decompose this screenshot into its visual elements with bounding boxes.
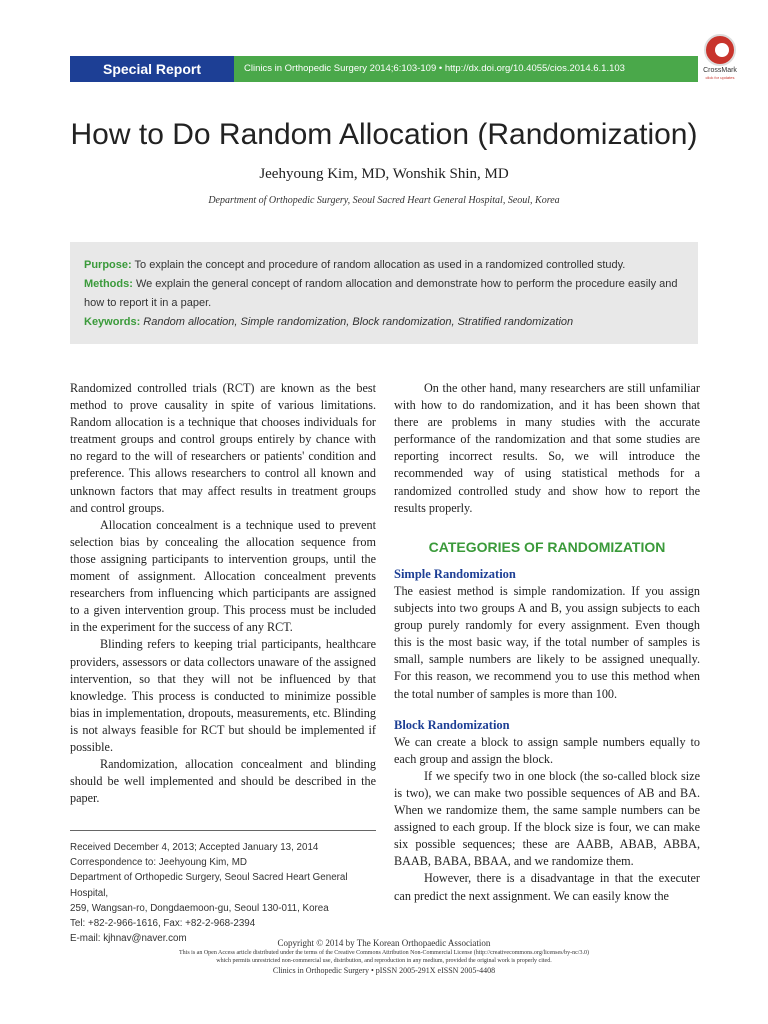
copyright: Copyright © 2014 by The Korean Orthopaedic Association bbox=[277, 938, 491, 948]
purpose-text: To explain the concept and procedure of random allocation as used in a randomized controlled study. bbox=[131, 259, 626, 271]
methods-label: Methods: bbox=[84, 278, 133, 290]
block-randomization-text-3: However, there is a disadvantage in that the executer can predict the next assignment. We can easily know the bbox=[394, 871, 700, 903]
crossmark-icon bbox=[704, 34, 736, 66]
abstract-box bbox=[70, 242, 698, 344]
simple-randomization-heading: Simple Randomization bbox=[394, 566, 516, 581]
crossmark-badge[interactable] bbox=[702, 34, 738, 82]
methods-text: We explain the general concept of random allocation and demonstrate how to perform the procedure easily and how to report it in a paper. bbox=[84, 278, 678, 309]
correspondence-block bbox=[70, 840, 376, 946]
keywords-label: Keywords: bbox=[84, 316, 141, 328]
page-footer bbox=[0, 937, 768, 977]
crossmark-sublabel: click for updates bbox=[705, 75, 735, 80]
intro-paragraph-4: Randomization, allocation concealment and blinding should be well implemented and should be described in the paper. bbox=[70, 757, 376, 806]
block-randomization-text-1: We can create a block to assign sample numbers equally to each group and assign the block. bbox=[394, 734, 700, 766]
correspondence-email[interactable]: E-mail: kjhnav@naver.com bbox=[70, 933, 187, 945]
correspondence-dept: Department of Orthopedic Surgery, Seoul Sacred Heart General Hospital, bbox=[70, 872, 348, 899]
license-line-2: which permits unrestricted non-commercial use, distribution, and reproduction in any medium, provided the original work is properly cited. bbox=[216, 958, 552, 964]
correspondence-address: 259, Wangsan-ro, Dongdaemoon-gu, Seoul 130-011, Korea bbox=[70, 902, 329, 914]
article-authors: Jeehyoung Kim, MD, Wonshik Shin, MD bbox=[259, 166, 509, 182]
block-randomization-heading: Block Randomization bbox=[394, 717, 510, 732]
article-title: How to Do Random Allocation (Randomization) bbox=[70, 118, 698, 151]
simple-randomization-text: The easiest method is simple randomization. If you assign subjects into two groups A and B, you assign subjects to each group purely randomly for every assignment. Even though this is the most basic way, if the total number of samples is small, sample numbers are likely to be assigned unequally. For this reason, we recommend you to use this method when the total number of samples is more than 100. bbox=[394, 583, 700, 701]
intro-paragraph-2: Allocation concealment is a technique used to prevent selection bias by concealing the allocation sequence from those assigning participants to intervention groups, until the moment of assignment. Allocation concealment prevents researchers from influencing which participants are assigned to a given intervention group. This process must be included in the experiment for the success of any RCT. bbox=[70, 517, 376, 635]
article-affiliation: Department of Orthopedic Surgery, Seoul Sacred Heart General Hospital, Seoul, Korea bbox=[208, 195, 560, 206]
keywords-text: Random allocation, Simple randomization, Block randomization, Stratified randomization bbox=[140, 316, 574, 328]
citation-bar[interactable]: Clinics in Orthopedic Surgery 2014;6:103-109 • http://dx.doi.org/10.4055/cios.2014.6.1.103 bbox=[234, 56, 698, 82]
crossmark-label: CrossMark bbox=[703, 67, 737, 74]
license-line-1: This is an Open Access article distributed under the terms of the Creative Commons Attribution Non-Commercial License (http://creativecommons.org/licenses/by-nc/3.0) bbox=[179, 950, 589, 956]
right-column bbox=[394, 380, 700, 905]
abstract-keywords bbox=[84, 313, 684, 332]
received-dates: Received December 4, 2013; Accepted January 13, 2014 bbox=[70, 842, 319, 853]
correspondence-divider bbox=[70, 830, 376, 831]
section-heading: CATEGORIES OF RANDOMIZATION bbox=[428, 538, 666, 555]
intro-paragraph-1: Randomized controlled trials (RCT) are known as the best method to prove causality in spite of various limitations. Random allocation is a technique that chooses individuals for treatment groups and control groups entirely by chance with no regard to the will of researchers or patients' condition and preference. This allows researchers to control all known and unknown factors that may affect results in treatment groups and control groups. bbox=[70, 381, 376, 515]
purpose-label: Purpose: bbox=[84, 259, 132, 271]
issn-line: Clinics in Orthopedic Surgery • pISSN 2005-291X eISSN 2005-4408 bbox=[272, 966, 496, 975]
left-column bbox=[70, 380, 376, 807]
block-randomization-text-2: If we specify two in one block (the so-called block size is two), we can make two possible sequences of AB and BA. When we randomize them, the same sample numbers can be assigned to each group. If the block size is four, we can make six possible sequences; these are AABB, ABAB, ABBA, BAAB, BABA, BBAA, and we randomize them. bbox=[394, 768, 700, 869]
abstract-purpose bbox=[84, 256, 684, 275]
special-report-label: Special Report bbox=[70, 56, 234, 82]
intro-paragraph-3: Blinding refers to keeping trial participants, healthcare providers, assessors or data collectors unaware of the assigned intervention, so that they will not be influenced by that knowledge. This process is conducted to minimize possible bias in implementation, dropouts, measurements, etc. Blinding is not always feasible for RCT but should be implemented if possible. bbox=[70, 637, 376, 754]
abstract-methods bbox=[84, 275, 684, 313]
intro-paragraph-5: On the other hand, many researchers are still unfamiliar with how to do randomization, and it has been shown that there are problems in many studies with the accurate performance of the randomization and that some studies are reporting incorrect results. So, we will introduce the recommended way of using statistical methods for a randomized controlled study and show how to report the results properly. bbox=[394, 381, 700, 515]
correspondence-phone: Tel: +82-2-966-1616, Fax: +82-2-968-2394 bbox=[70, 918, 256, 930]
correspondence-author: Correspondence to: Jeehyoung Kim, MD bbox=[70, 857, 247, 869]
